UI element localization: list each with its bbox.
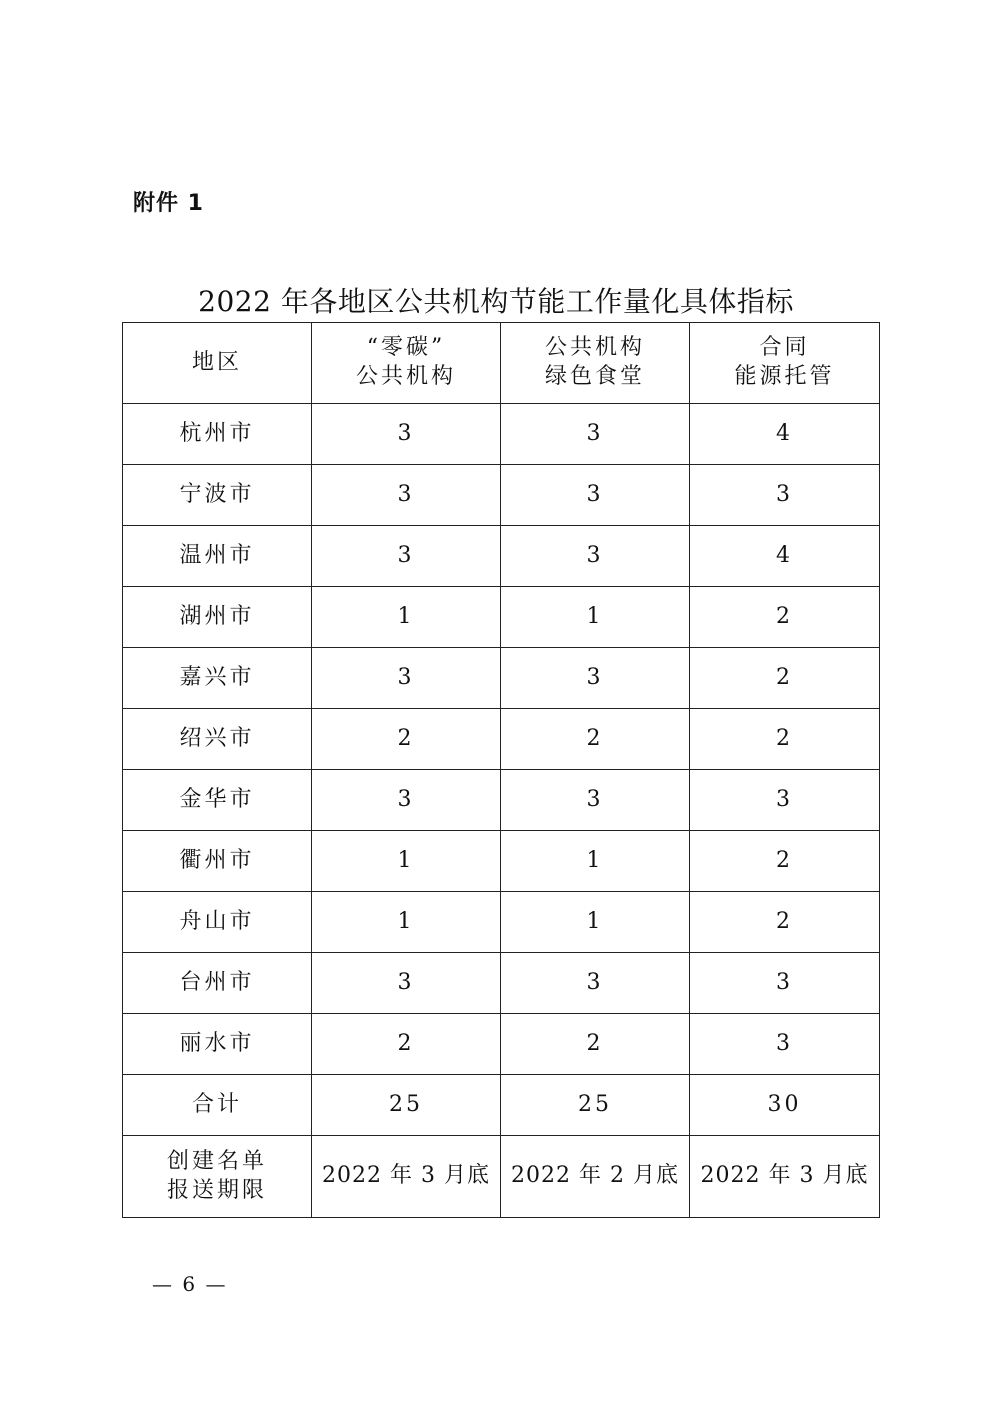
zero-carbon-cell: 1 bbox=[312, 587, 501, 648]
header-zero-carbon-line-2: 公共机构 bbox=[355, 364, 456, 389]
table-row bbox=[123, 526, 880, 587]
table-row bbox=[123, 1014, 880, 1075]
zero-carbon-cell: 3 bbox=[312, 404, 501, 465]
table-row bbox=[123, 404, 880, 465]
attachment-label: 附件 1 bbox=[133, 191, 204, 216]
region-cell: 衢州市 bbox=[123, 831, 312, 892]
table-row bbox=[123, 770, 880, 831]
region-cell: 舟山市 bbox=[123, 892, 312, 953]
energy-contract-cell: 2 bbox=[690, 709, 880, 770]
zero-carbon-cell: 3 bbox=[312, 526, 501, 587]
green-canteen-cell: 1 bbox=[501, 587, 690, 648]
header-green-canteen-line-1: 公共机构 bbox=[544, 335, 645, 361]
energy-contract-cell: 3 bbox=[690, 953, 880, 1014]
green-canteen-cell: 2 bbox=[501, 709, 690, 770]
energy-contract-cell: 2 bbox=[690, 648, 880, 709]
deadline-label-line-2: 报送期限 bbox=[166, 1177, 267, 1203]
deadline-row bbox=[123, 1136, 880, 1218]
total-label: 合计 bbox=[123, 1075, 312, 1136]
table-row bbox=[123, 709, 880, 770]
green-canteen-cell: 2 bbox=[501, 1014, 690, 1075]
total-row bbox=[123, 1075, 880, 1136]
deadline-energy-contract: 2022 年 3 月底 bbox=[690, 1136, 880, 1218]
zero-carbon-cell: 2 bbox=[312, 1014, 501, 1075]
total-zero-carbon: 25 bbox=[312, 1075, 501, 1136]
header-zero-carbon bbox=[312, 323, 501, 404]
region-cell: 湖州市 bbox=[123, 587, 312, 648]
region-cell: 温州市 bbox=[123, 526, 312, 587]
green-canteen-cell: 3 bbox=[501, 770, 690, 831]
green-canteen-cell: 1 bbox=[501, 831, 690, 892]
green-canteen-cell: 1 bbox=[501, 892, 690, 953]
page-number: — 6 — bbox=[152, 1272, 228, 1296]
energy-contract-cell: 2 bbox=[690, 892, 880, 953]
region-cell: 台州市 bbox=[123, 953, 312, 1014]
energy-contract-cell: 3 bbox=[690, 465, 880, 526]
header-green-canteen-line-2: 绿色食堂 bbox=[544, 364, 645, 389]
energy-contract-cell: 2 bbox=[690, 587, 880, 648]
header-zero-carbon-line-1: “零碳” bbox=[366, 335, 446, 361]
table-row bbox=[123, 831, 880, 892]
zero-carbon-cell: 1 bbox=[312, 892, 501, 953]
zero-carbon-cell: 3 bbox=[312, 465, 501, 526]
header-green-canteen bbox=[501, 323, 690, 404]
green-canteen-cell: 3 bbox=[501, 953, 690, 1014]
document-title: 2022 年各地区公共机构节能工作量化具体指标 bbox=[198, 285, 794, 318]
region-cell: 绍兴市 bbox=[123, 709, 312, 770]
zero-carbon-cell: 1 bbox=[312, 831, 501, 892]
region-cell: 宁波市 bbox=[123, 465, 312, 526]
region-cell: 杭州市 bbox=[123, 404, 312, 465]
energy-contract-cell: 4 bbox=[690, 526, 880, 587]
zero-carbon-cell: 2 bbox=[312, 709, 501, 770]
energy-contract-cell: 3 bbox=[690, 1014, 880, 1075]
region-cell: 丽水市 bbox=[123, 1014, 312, 1075]
green-canteen-cell: 3 bbox=[501, 465, 690, 526]
region-cell: 金华市 bbox=[123, 770, 312, 831]
total-energy-contract: 30 bbox=[690, 1075, 880, 1136]
energy-contract-cell: 2 bbox=[690, 831, 880, 892]
header-energy-contract bbox=[690, 323, 880, 404]
table-header-row bbox=[123, 323, 880, 404]
table-row bbox=[123, 587, 880, 648]
green-canteen-cell: 3 bbox=[501, 404, 690, 465]
header-region: 地区 bbox=[123, 323, 312, 404]
table-row bbox=[123, 953, 880, 1014]
deadline-label-line-1: 创建名单 bbox=[166, 1148, 267, 1174]
indicator-table bbox=[122, 322, 880, 1218]
zero-carbon-cell: 3 bbox=[312, 953, 501, 1014]
table-row bbox=[123, 892, 880, 953]
green-canteen-cell: 3 bbox=[501, 648, 690, 709]
header-energy-contract-line-2: 能源托管 bbox=[734, 364, 835, 389]
energy-contract-cell: 3 bbox=[690, 770, 880, 831]
table-row bbox=[123, 465, 880, 526]
zero-carbon-cell: 3 bbox=[312, 648, 501, 709]
green-canteen-cell: 3 bbox=[501, 526, 690, 587]
deadline-green-canteen: 2022 年 2 月底 bbox=[501, 1136, 690, 1218]
total-green-canteen: 25 bbox=[501, 1075, 690, 1136]
table-row bbox=[123, 648, 880, 709]
zero-carbon-cell: 3 bbox=[312, 770, 501, 831]
energy-contract-cell: 4 bbox=[690, 404, 880, 465]
header-energy-contract-line-1: 合同 bbox=[759, 335, 810, 361]
deadline-zero-carbon: 2022 年 3 月底 bbox=[312, 1136, 501, 1218]
deadline-label bbox=[123, 1136, 312, 1218]
region-cell: 嘉兴市 bbox=[123, 648, 312, 709]
